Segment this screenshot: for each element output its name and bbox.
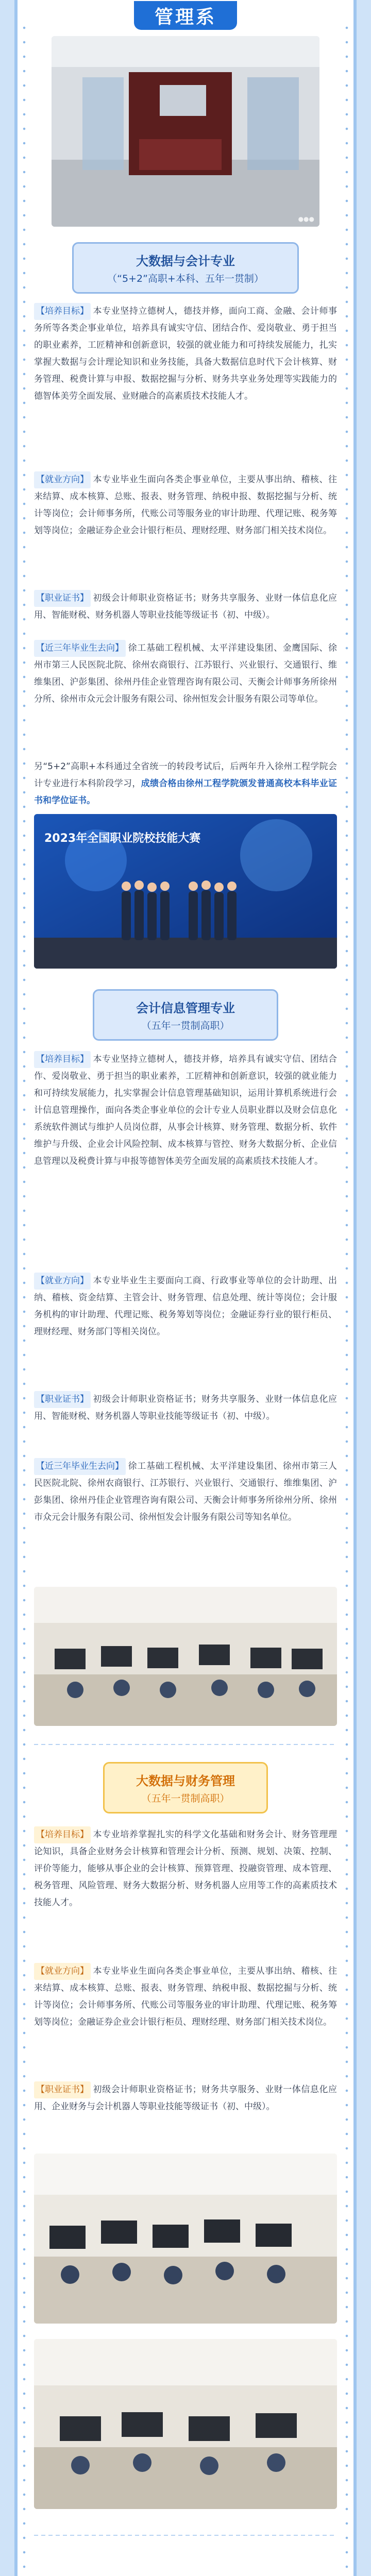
- major1-emp-text: 徐工基础工程机械、太平洋建设集团、金鹰国际、徐州市第三人民医院北院、徐州农商银行、江苏银行、兴业银行、交通银行、维维集团、沪彭集团、徐州丹佳企业管理咨询有限公司、天衡会计师事务所徐州分所、徐州市众元会计服务有限公司、徐州恒发会计服务有限公司等单位。: [34, 643, 337, 704]
- major2-emp-tag: 【近三年毕业生去向】: [34, 1458, 126, 1475]
- major1-cert-text: 初级会计师职业资格证书；财务共享服务、业财一体信息化应用、智能财税、财务机器人等职业技能等级证书（初、中级）。: [34, 593, 337, 620]
- major1-note: [34, 758, 337, 809]
- major1-job-tag: 【就业方向】: [34, 471, 91, 488]
- major1-name: 大数据与会计专业: [136, 254, 235, 268]
- major1-subtitle: （“5+2”高职+本科、五年一贯制）: [107, 273, 264, 284]
- major1-goal-tag: 【培养目标】: [34, 303, 91, 320]
- lab-image-2: [34, 2154, 337, 2324]
- section-divider: [34, 1744, 337, 1745]
- lobby-image: [52, 36, 319, 227]
- lab-photo-2: [34, 2154, 337, 2324]
- lab-image-3: [34, 2339, 337, 2509]
- lab-photo-3: [34, 2339, 337, 2509]
- major2-cert-tag: 【职业证书】: [34, 1391, 91, 1408]
- major2-name: 会计信息管理专业: [136, 1001, 235, 1015]
- major1-cert-tag: 【职业证书】: [34, 590, 91, 607]
- major3-job-tag: 【就业方向】: [34, 1963, 91, 1980]
- major3-job: [34, 1963, 337, 2031]
- photo-watermark: ●●●: [298, 215, 314, 223]
- major1-job: [34, 471, 337, 539]
- competition-caption: 2023年全国职业院校技能大赛: [44, 832, 201, 845]
- major1-goal-text: 本专业坚持立德树人，德技并修，面向工商、金融、会计师事务所等各类企事业单位，培养具有诚实守信、团结合作、爱岗敬业、勇于担当的职业素养，工匠精神和创新意识，较强的就业能力和可持续发展能力，扎实掌握大数据与会计理论知识和业务技能，具备大数据信息时代下会计核算、财务管理、税费计算与申报、数据挖掘与分析、财务共享业务处理等实践能力的德智体美劳全面发展、业财融合的高素质技术技能人才。: [34, 306, 337, 401]
- left-dot-border: [21, 21, 28, 2576]
- major3-goal-text: 本专业培养掌握扎实的科学文化基础和财务会计、财务管理理论知识，具备企业财务会计核算和管理会计分析、预测、规划、决策、控制、评价等能力，能够从事企业的会计核算、预算管理、投融资管理、成本管理、税务管理、风险管理、财务大数据分析、财务机器人应用等工作的高素质技术技能人才。: [34, 1829, 337, 1908]
- major1-job-text: 本专业毕业生面向各类企事业单位，主要从事出纳、稽核、往来结算、成本核算、总账、报表、财务管理、纳税申报、数据挖掘与分析、统计等岗位；会计师事务所，代账公司等服务业的审计助理、代理记账、税务筹划等岗位；金融证券企业会计银行柜员、理财经理、财务部门相关技术岗位。: [34, 474, 337, 536]
- lab-image-1: [34, 1587, 337, 1726]
- department-title: 管理系: [134, 1, 237, 30]
- major2-goal: [34, 1051, 337, 1170]
- major2-job-tag: 【就业方向】: [34, 1273, 91, 1290]
- competition-photo: [34, 814, 337, 969]
- major2-emp-text: 徐工基础工程机械、太平洋建设集团、徐州市第三人民医院北院、徐州农商银行、江苏银行、兴业银行、交通银行、维维集团、沪彭集团、徐州丹佳企业管理咨询有限公司、天衡会计师事务所徐州分所、徐州市众元会计服务有限公司、徐州恒发会计服务有限公司等知名单位。: [34, 1461, 337, 1522]
- lab-photo-1: [34, 1587, 337, 1726]
- major1-employers: [34, 640, 337, 708]
- major2-header: [93, 989, 278, 1041]
- major1-note-text: 另“5+2”高职+本科通过全省统一的转段考试后，后两年升入徐州工程学院会计专业进行本科阶段学习，: [34, 761, 337, 789]
- major1-cert: [34, 590, 337, 624]
- major1-note-highlight: 成绩合格由徐州工程学院颁发普通高校本科毕业证书和学位证书。: [34, 778, 338, 806]
- major1-emp-tag: 【近三年毕业生去向】: [34, 640, 126, 657]
- major3-goal-tag: 【培养目标】: [34, 1826, 91, 1843]
- major3-header: [103, 1762, 268, 1814]
- right-dot-border: [343, 21, 350, 2576]
- major3-cert: [34, 2081, 337, 2115]
- major3-cert-text: 初级会计师职业资格证书；财务共享服务、业财一体信息化应用、企业财务与会计机器人等职业技能等级证书（初、中级）。: [34, 2084, 337, 2112]
- major2-cert-text: 初级会计师职业资格证书；财务共享服务、业财一体信息化应用、智能财税、财务机器人等职业技能等级证书（初、中级）。: [34, 1394, 337, 1421]
- major3-name: 大数据与财务管理: [136, 1774, 235, 1788]
- major2-goal-tag: 【培养目标】: [34, 1051, 91, 1068]
- major2-job: [34, 1273, 337, 1341]
- major2-job-text: 本专业毕业生主要面向工商、行政事业等单位的会计助理、出纳、稽核、资金结算、主管会计、财务管理、信息处理、统计等岗位；会计服务机构的审计助理、代理记账、税务筹划等岗位；金融证券行业的银行柜员、理财经理、财务部门等相关岗位。: [34, 1276, 337, 1337]
- major2-employers: [34, 1458, 337, 1526]
- major3-cert-tag: 【职业证书】: [34, 2081, 91, 2098]
- major3-goal: [34, 1826, 337, 1911]
- major2-subtitle: （五年一贯制高职）: [141, 1020, 230, 1031]
- major2-goal-text: 本专业坚持立德树人，德技并修，培养具有诚实守信、团结合作、爱岗敬业、勇于担当的职业素养，工匠精神和创新意识，较强的就业能力和可持续发展能力，扎实掌握会计信息管理基础知识，运用计算机系统进行会计信息管理操作，面向各类企事业单位的会计专业人员职业群以及财会信息化系统软件测试与维护人员岗位群，从事会计核算、财务管理、数据分析、软件维护与升级、企业会计风险控制、成本核算与管控、财务大数据分析、企业信息管理以及税费计算与申报等德智体美劳全面发展的高素质技术技能人才。: [34, 1054, 337, 1166]
- major3-job-text: 本专业毕业生面向各类企事业单位，主要从事出纳、稽核、往来结算、成本核算、总账、报表、财务管理、纳税申报、数据挖掘与分析、统计等岗位；会计师事务所、代账公司等服务业的审计助理、代理记账、税务筹划等岗位；金融证券企业会计银行柜员、理财经理、财务部门相关技术岗位。: [34, 1966, 337, 2027]
- bottom-divider: [34, 2535, 337, 2536]
- major1-goal: [34, 303, 337, 405]
- major2-cert: [34, 1391, 337, 1425]
- lobby-photo: [52, 36, 319, 227]
- major1-header: [72, 242, 299, 294]
- major3-subtitle: （五年一贯制高职）: [141, 1793, 230, 1804]
